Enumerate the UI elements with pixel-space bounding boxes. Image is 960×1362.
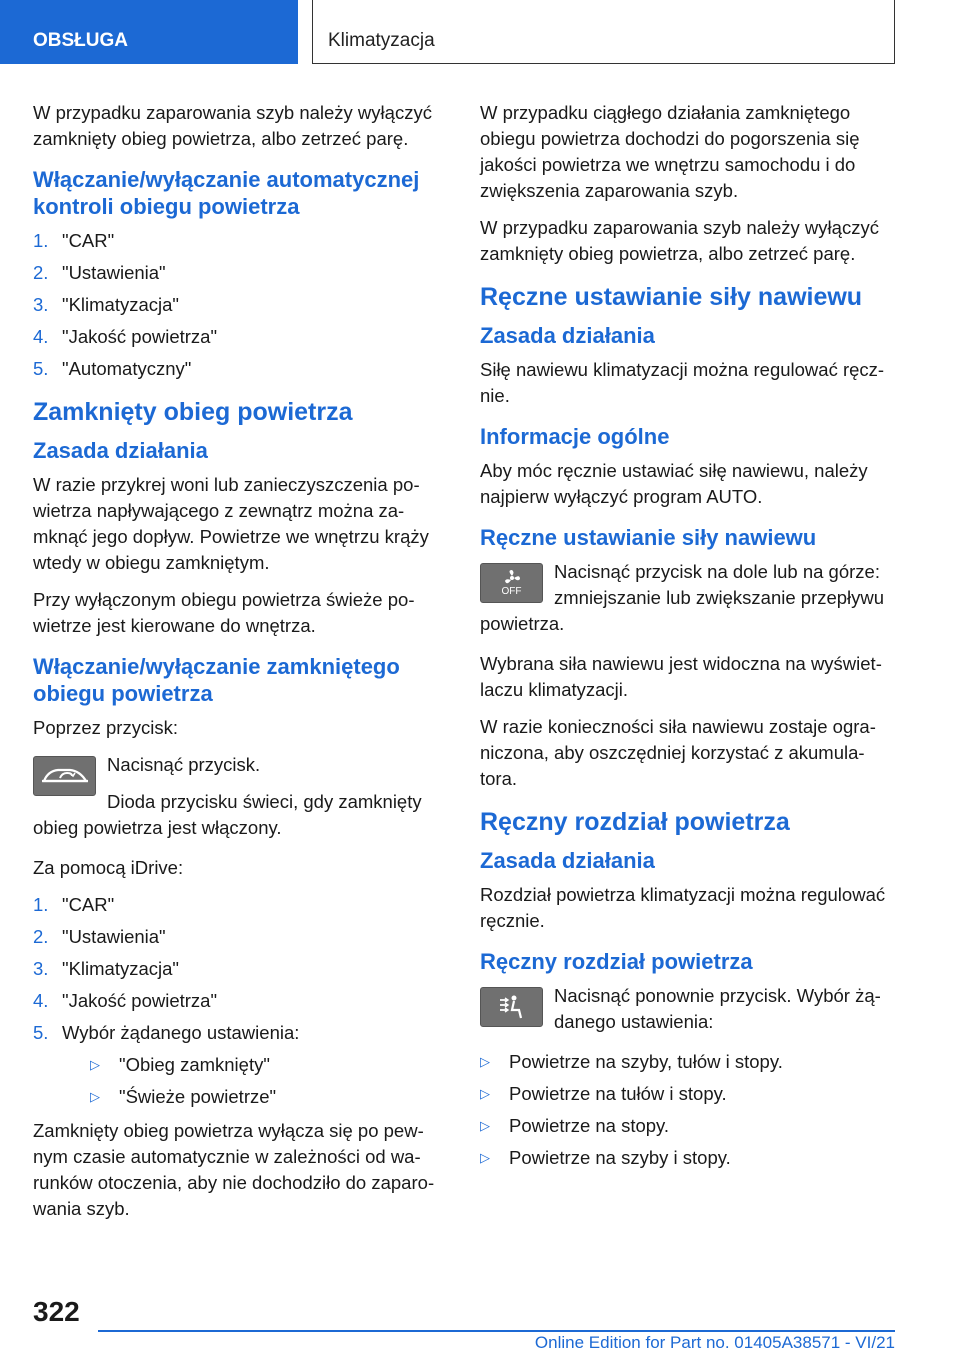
left-column	[33, 100, 445, 1233]
list-item: 3. "Klimatyzacja"	[33, 958, 179, 979]
heading-general-info: Informacje ogólne	[480, 424, 670, 449]
distribution-button-note	[480, 983, 895, 1035]
chapter-title: Klimatyzacja	[312, 0, 895, 64]
sub-options-list	[62, 1052, 445, 1110]
list-item: 2. "Ustawienia"	[33, 262, 166, 283]
list-item: ▷ "Obieg zamknięty"	[90, 1052, 445, 1078]
triangle-bullet-icon: ▷	[90, 1057, 100, 1072]
paragraph: Przy wyłączonym obiegu powietrza świeże powietrze jest kierowane do wnętrza.	[33, 589, 415, 636]
triangle-bullet-icon: ▷	[90, 1089, 100, 1104]
paragraph: Dioda przycisku świeci, gdy zamknięty obieg powietrza jest włączony.	[33, 791, 422, 838]
list-item: 5. Wybór żądanego ustawienia: ▷ "Obieg zamknięty" ▷ "Świeże powietrze"	[33, 1020, 445, 1110]
list-item: 5. "Automatyczny"	[33, 358, 192, 379]
paragraph: Za pomocą iDrive:	[33, 857, 184, 878]
paragraph: Nacisnąć przycisk na dole lub na górze: zmniejszanie lub zwiększanie przepływu powietrza.	[480, 561, 885, 634]
paragraph: W przypadku zaparowania szyb należy wyłączyć zamknięty obieg powietrza, albo zetrzeć parę.	[480, 217, 879, 264]
list-item: ▷ Powietrze na szyby i stopy.	[480, 1145, 895, 1171]
heading-manual-distribution: Ręczny rozdział powietrza	[480, 808, 790, 836]
paragraph: Siłę nawiewu klimatyzacji można regulować ręcznie.	[480, 359, 885, 406]
footer-divider	[98, 1330, 895, 1332]
paragraph: Rozdział powietrza klimatyzacji można regulować ręcznie.	[480, 884, 886, 931]
list-item: ▷ Powietrze na tułów i stopy.	[480, 1081, 895, 1107]
page-number: 322	[33, 1296, 80, 1327]
fan-button-note	[480, 559, 895, 637]
distribution-options-list	[480, 1049, 895, 1171]
list-item: 1. "CAR"	[33, 230, 115, 251]
heading-toggle-recirculation: Włączanie/wyłączanie zamkniętego obiegu powietrza	[33, 654, 400, 706]
section-tab: OBSŁUGA	[0, 0, 298, 64]
heading-manual-distribution-setting: Ręczny rozdział powietrza	[480, 949, 753, 974]
right-column	[480, 100, 895, 1179]
list-item: 4. "Jakość powietrza"	[33, 326, 218, 347]
heading-manual-fan-setting: Ręczne ustawianie siły nawiewu	[480, 525, 817, 550]
heading-manual-fan: Ręczne ustawianie siły nawiewu	[480, 283, 863, 311]
paragraph: Zamknięty obieg powietrza wyłącza się po pewnym czasie automatycznie w zależności od warunków otoczenia, aby nie dochodziło do zaparowania szyb.	[33, 1120, 435, 1219]
paragraph: Nacisnąć ponownie przycisk. Wybór żądanego ustawienia:	[554, 985, 881, 1032]
paragraph: Poprzez przycisk:	[33, 717, 178, 738]
edition-note: Online Edition for Part no. 01405A38571 - VI/21	[534, 1333, 895, 1352]
paragraph: Wybrana siła nawiewu jest widoczna na wyświetlaczu klimatyzacji.	[480, 653, 882, 700]
paragraph: Aby móc ręcznie ustawiać siłę nawiewu, należy najpierw wyłączyć program AUTO.	[480, 460, 868, 507]
triangle-bullet-icon: ▷	[480, 1118, 490, 1133]
heading-closed-recirculation: Zamknięty obieg powietrza	[33, 398, 353, 426]
heading-auto-recirculation: Włączanie/wyłączanie automatycznej kontroli obiegu powietrza	[33, 167, 420, 219]
recirculation-button-icon	[33, 756, 96, 796]
paragraph: Nacisnąć przycisk.	[107, 754, 261, 775]
list-item: ▷ "Świeże powietrze"	[90, 1084, 445, 1110]
list-item: ▷ Powietrze na stopy.	[480, 1113, 895, 1139]
list-item: 4. "Jakość powietrza"	[33, 990, 218, 1011]
air-distribution-icon	[480, 987, 543, 1027]
triangle-bullet-icon: ▷	[480, 1054, 490, 1069]
heading-principle: Zasada działania	[480, 848, 655, 873]
list-item: 2. "Ustawienia"	[33, 926, 166, 947]
list-item: 1. "CAR"	[33, 894, 115, 915]
triangle-bullet-icon: ▷	[480, 1150, 490, 1165]
paragraph: W razie przykrej woni lub zanieczyszczenia powietrza napływającego z zewnątrz można zamknąć jego dopływ. Powietrze we wnętrzu krąży wtedy w obiegu zamkniętym.	[33, 474, 429, 573]
menu-steps-list	[33, 228, 445, 382]
triangle-bullet-icon: ▷	[480, 1086, 490, 1101]
paragraph: W razie konieczności siła nawiewu zostaje ograniczona, aby oszczędniej korzystać z akumulatora.	[480, 716, 876, 789]
paragraph: W przypadku zaparowania szyb należy wyłączyć zamknięty obieg powietrza, albo zetrzeć parę.	[33, 102, 432, 149]
heading-principle: Zasada działania	[480, 323, 655, 348]
list-item: ▷ Powietrze na szyby, tułów i stopy.	[480, 1049, 895, 1075]
heading-principle: Zasada działania	[33, 438, 208, 463]
fan-button-icon: OFF	[480, 563, 543, 603]
recirculation-button-note	[33, 752, 445, 841]
idrive-steps-list	[33, 892, 445, 1110]
paragraph: W przypadku ciągłego działania zamkniętego obiegu powietrza dochodzi do pogorszenia się jakości powietrza we wnętrzu samochodu i do zwiększenia zaparowania szyb.	[480, 102, 860, 201]
list-item: 3. "Klimatyzacja"	[33, 294, 179, 315]
